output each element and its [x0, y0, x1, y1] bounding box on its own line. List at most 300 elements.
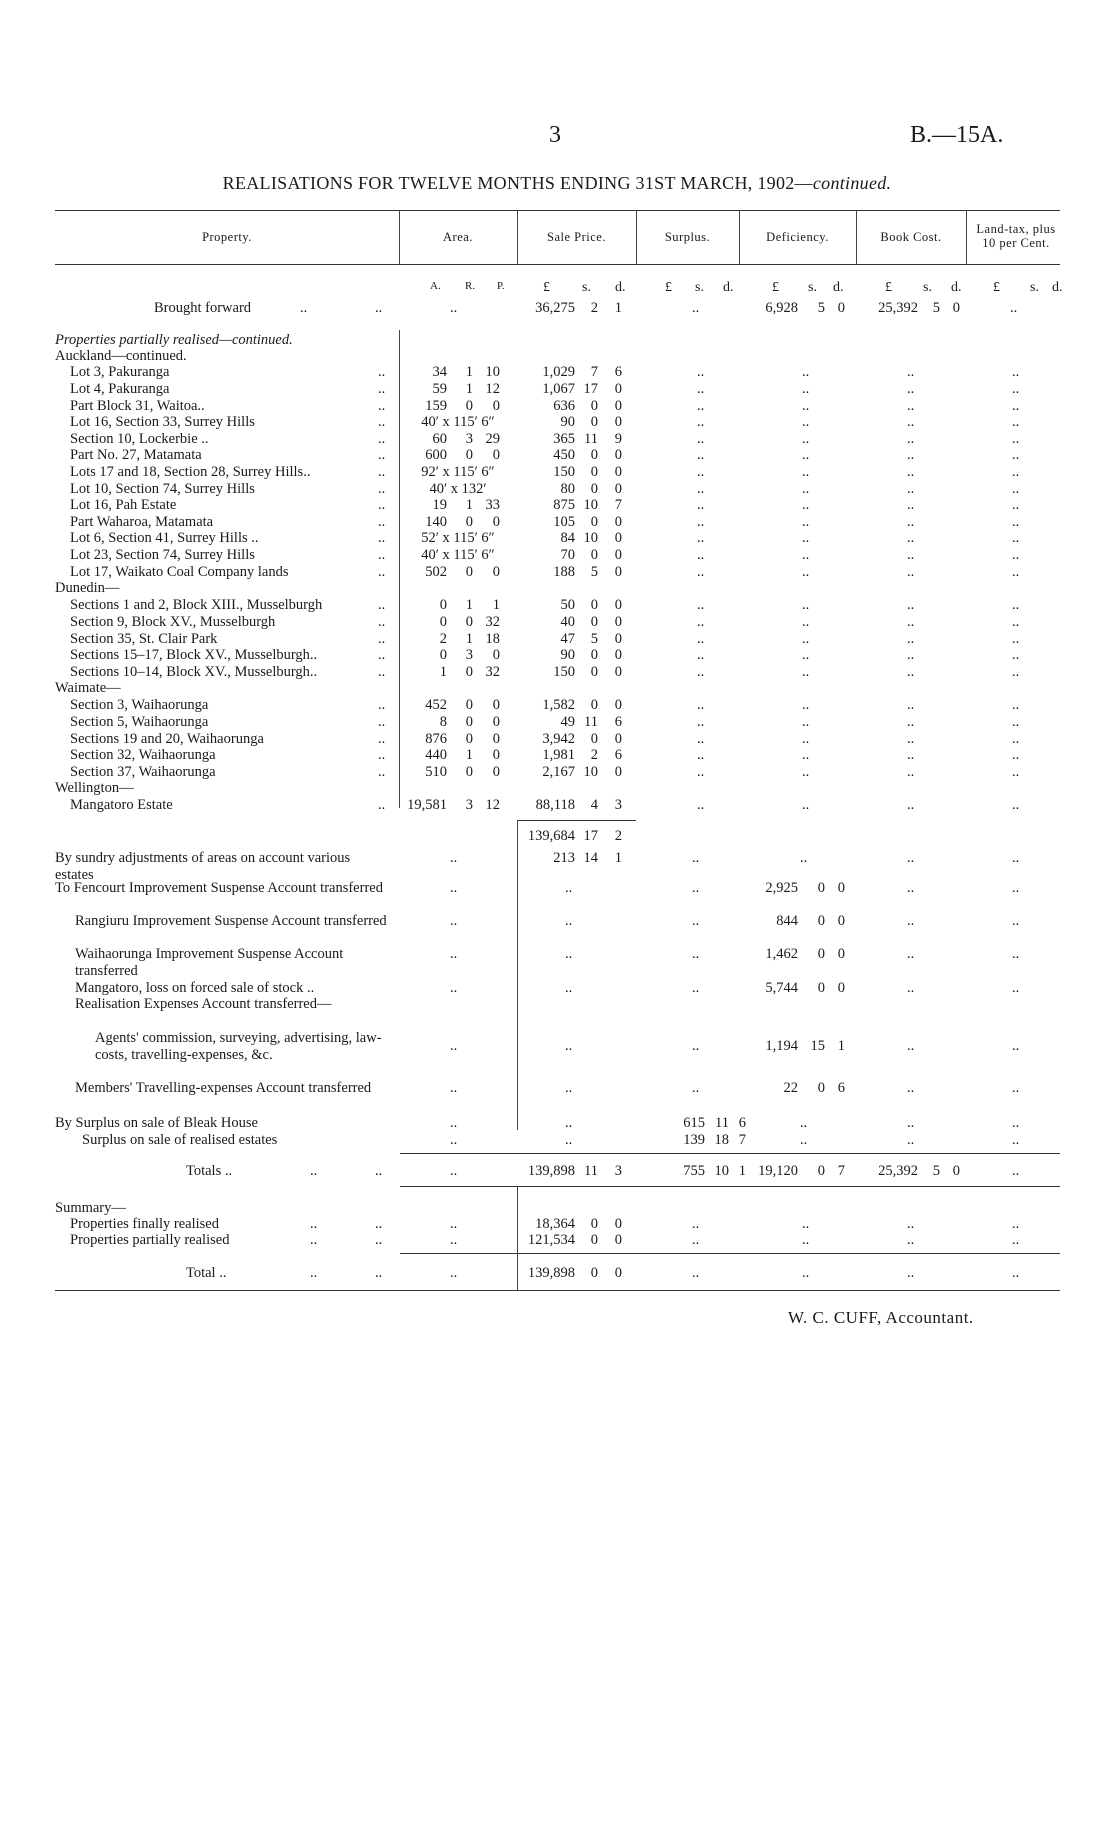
- adjustment-0-sale-pence: 1: [614, 850, 622, 866]
- property-row-8-area-roods: 1: [465, 497, 473, 513]
- adjustment-2-sale-empty: ..: [565, 913, 573, 929]
- property-row-12-surplus: ..: [697, 564, 705, 580]
- property-row-19-area-perches: 0: [492, 714, 500, 730]
- property-row-20-sale-shillings: 0: [590, 731, 598, 747]
- property-row-5-book-cost: ..: [907, 447, 915, 463]
- adjustment-3-sale-empty: ..: [565, 946, 573, 962]
- property-row-0-sale-pounds: 1,029: [542, 364, 575, 380]
- bf-sale-pounds: 36,275: [535, 300, 575, 316]
- property-row-21-sale-pounds: 1,981: [542, 747, 575, 763]
- adjustment-7-area: ..: [450, 1080, 458, 1096]
- summary-row-1-deficiency: ..: [802, 1232, 810, 1248]
- property-row-23-area-perches: 12: [485, 797, 500, 813]
- property-row-13-leader: ..: [378, 597, 386, 613]
- property-row-4-deficiency: ..: [802, 431, 810, 447]
- adjustment-3-deficiency-pounds: 1,462: [765, 946, 798, 962]
- property-row-3-deficiency: ..: [802, 414, 810, 430]
- sale-divider-lower: [517, 820, 518, 1130]
- adjustment-8-deficiency-empty: ..: [800, 1115, 808, 1131]
- property-row-23-sale-pounds: 88,118: [535, 797, 575, 813]
- property-row-19-area-acres: 8: [439, 714, 447, 730]
- adjustment-9-area: ..: [450, 1132, 458, 1148]
- property-row-8-sale-pence: 7: [614, 497, 622, 513]
- unit-money-0-0: £: [543, 280, 550, 295]
- property-row-11-area-dimensions: 40′ x 115′ 6″: [421, 547, 495, 563]
- adjustment-8-surplus-pounds: 615: [683, 1115, 705, 1131]
- summary-total-land-tax: ..: [1012, 1265, 1020, 1281]
- property-row-10-sale-pounds: 84: [560, 530, 575, 546]
- property-row-8-book-cost: ..: [907, 497, 915, 513]
- property-row-18-sale-pounds: 1,582: [542, 697, 575, 713]
- summary-finally-sale-pounds: 18,364: [535, 1216, 575, 1232]
- adjustment-6-land-tax: ..: [1012, 1038, 1020, 1054]
- property-row-16-surplus: ..: [697, 647, 705, 663]
- property-row-13-sale-pounds: 50: [560, 597, 575, 613]
- property-row-17-leader: ..: [378, 664, 386, 680]
- adjustment-9-land-tax: ..: [1012, 1132, 1020, 1148]
- property-row-3-book-cost: ..: [907, 414, 915, 430]
- property-row-16-leader: ..: [378, 647, 386, 663]
- property-row-6-sale-pounds: 150: [553, 464, 575, 480]
- property-row-15-sale-shillings: 5: [590, 631, 598, 647]
- property-row-21-area-roods: 1: [465, 747, 473, 763]
- property-row-3-land-tax: ..: [1012, 414, 1020, 430]
- adjustment-9-surplus-shillings: 18: [714, 1132, 729, 1148]
- adjustment-6-surplus-empty: ..: [692, 1038, 700, 1054]
- summary-row-0-land-tax: ..: [1012, 1216, 1020, 1232]
- summary-total-surplus: ..: [692, 1265, 700, 1281]
- adjustment-8-book-cost: ..: [907, 1115, 915, 1131]
- property-row-1-leader: ..: [378, 381, 386, 397]
- property-row-4-surplus: ..: [697, 431, 705, 447]
- property-row-23-leader: ..: [378, 797, 386, 813]
- unit-money-1-2: d.: [723, 280, 734, 295]
- property-row-7-name: Lot 10, Section 74, Surrey Hills: [70, 481, 255, 497]
- property-row-20-leader: ..: [378, 731, 386, 747]
- bf-area: ..: [450, 300, 458, 316]
- adjustment-1-label: To Fencourt Improvement Suspense Account transferred: [55, 880, 383, 896]
- summary-total-area: ..: [450, 1265, 458, 1281]
- property-row-6-book-cost: ..: [907, 464, 915, 480]
- property-row-2-area-roods: 0: [465, 398, 473, 414]
- table-header-rule: [55, 264, 1060, 265]
- property-row-6-sale-pence: 0: [614, 464, 622, 480]
- property-row-0-deficiency: ..: [802, 364, 810, 380]
- adjustment-9-sale-empty: ..: [565, 1132, 573, 1148]
- property-row-12-area-roods: 0: [465, 564, 473, 580]
- property-row-15-land-tax: ..: [1012, 631, 1020, 647]
- property-row-18-deficiency: ..: [802, 697, 810, 713]
- summary-row-1-land-tax: ..: [1012, 1232, 1020, 1248]
- property-row-3-area-dimensions: 40′ x 115′ 6″: [421, 414, 495, 430]
- adjustment-1-deficiency-pounds: 2,925: [765, 880, 798, 896]
- property-row-20-deficiency: ..: [802, 731, 810, 747]
- property-row-0-area-roods: 1: [465, 364, 473, 380]
- bf-surplus: ..: [692, 300, 700, 316]
- property-row-22-name: Section 37, Waihaorunga: [70, 764, 216, 780]
- adjustment-0-sale-pounds: 213: [553, 850, 575, 866]
- property-row-19-sale-pence: 6: [614, 714, 622, 730]
- property-row-12-leader: ..: [378, 564, 386, 580]
- adjustment-0-surplus-empty: ..: [692, 850, 700, 866]
- property-row-22-area-roods: 0: [465, 764, 473, 780]
- property-row-13-sale-shillings: 0: [590, 597, 598, 613]
- summary-row-1-surplus: ..: [692, 1232, 700, 1248]
- adjustment-6-book-cost: ..: [907, 1038, 915, 1054]
- property-row-19-sale-shillings: 11: [584, 714, 598, 730]
- property-row-1-area-roods: 1: [465, 381, 473, 397]
- adjustment-2-area: ..: [450, 913, 458, 929]
- summary-partially-label: Properties partially realised: [70, 1232, 230, 1248]
- unit-money-0-2: d.: [615, 280, 626, 295]
- section-auckland: Auckland—continued.: [55, 348, 187, 364]
- property-row-6-sale-shillings: 0: [590, 464, 598, 480]
- property-row-22-deficiency: ..: [802, 764, 810, 780]
- subtotal-sale-shillings: 17: [583, 828, 598, 844]
- property-row-5-sale-pounds: 450: [553, 447, 575, 463]
- adjustment-6-sale-empty: ..: [565, 1038, 573, 1054]
- totals-top-rule: [400, 1153, 1060, 1154]
- adjustment-4-book-cost: ..: [907, 980, 915, 996]
- adjustment-9-surplus-pence: 7: [738, 1132, 746, 1148]
- summary-row-0-deficiency: ..: [802, 1216, 810, 1232]
- adjustment-7-deficiency-pounds: 22: [783, 1080, 798, 1096]
- bf-deficiency-pounds: 6,928: [765, 300, 798, 316]
- property-row-2-leader: ..: [378, 398, 386, 414]
- table-top-rule: [55, 210, 1060, 211]
- totals-surplus-pence: 1: [738, 1163, 746, 1179]
- header-sale-price: Sale Price.: [547, 230, 606, 244]
- property-row-21-land-tax: ..: [1012, 747, 1020, 763]
- page-title: [0, 173, 1114, 194]
- property-row-6-surplus: ..: [697, 464, 705, 480]
- adjustment-1-deficiency-pence: 0: [837, 880, 845, 896]
- property-row-5-land-tax: ..: [1012, 447, 1020, 463]
- property-row-11-surplus: ..: [697, 547, 705, 563]
- property-row-13-name: Sections 1 and 2, Block XIII., Musselburgh: [70, 597, 323, 613]
- property-row-6-name: Lots 17 and 18, Section 28, Surrey Hills..: [70, 464, 311, 480]
- adjustment-4-land-tax: ..: [1012, 980, 1020, 996]
- adjustment-0-label: By sundry adjustments of areas on account various estates: [55, 850, 351, 883]
- property-row-14-sale-shillings: 0: [590, 614, 598, 630]
- sale-divider-summary: [517, 1186, 518, 1290]
- property-row-13-area-perches: 1: [492, 597, 500, 613]
- adjustment-8-land-tax: ..: [1012, 1115, 1020, 1131]
- property-row-0-surplus: ..: [697, 364, 705, 380]
- property-row-10-sale-pence: 0: [614, 530, 622, 546]
- summary-row-1-book-cost: ..: [907, 1232, 915, 1248]
- property-row-0-area-perches: 10: [485, 364, 500, 380]
- property-row-16-name: Sections 15–17, Block XV., Musselburgh..: [70, 647, 318, 663]
- property-row-3-sale-pounds: 90: [560, 414, 575, 430]
- adjustment-9-label: Surplus on sale of realised estates: [82, 1132, 278, 1148]
- property-row-0-sale-pence: 6: [614, 364, 622, 380]
- property-row-15-name: Section 35, St. Clair Park: [70, 631, 218, 647]
- property-row-14-surplus: ..: [697, 614, 705, 630]
- adjustment-0-sale-shillings: 14: [583, 850, 598, 866]
- adjustment-0-land-tax: ..: [1012, 850, 1020, 866]
- adjustment-2-book-cost: ..: [907, 913, 915, 929]
- bf-sale-shillings: 2: [590, 300, 598, 316]
- property-row-18-book-cost: ..: [907, 697, 915, 713]
- property-row-22-sale-pence: 0: [614, 764, 622, 780]
- property-row-4-leader: ..: [378, 431, 386, 447]
- adjustment-3-deficiency-pence: 0: [837, 946, 845, 962]
- totals-label: Totals ..: [186, 1163, 233, 1179]
- property-row-0-book-cost: ..: [907, 364, 915, 380]
- property-row-20-land-tax: ..: [1012, 731, 1020, 747]
- property-row-3-sale-pence: 0: [614, 414, 622, 430]
- summary-row-0-book-cost: ..: [907, 1216, 915, 1232]
- property-row-22-sale-pounds: 2,167: [542, 764, 575, 780]
- adjustment-3-area: ..: [450, 946, 458, 962]
- summary-partially-leader: ..: [310, 1232, 318, 1248]
- signature: [788, 1308, 974, 1328]
- unit-money-4-1: s.: [1030, 280, 1039, 295]
- property-row-18-area-acres: 452: [425, 697, 447, 713]
- adjustment-2-deficiency-pence: 0: [837, 913, 845, 929]
- bf-deficiency-pence: 0: [837, 300, 845, 316]
- totals-surplus-shillings: 10: [714, 1163, 729, 1179]
- summary-row-0-area: ..: [450, 1216, 458, 1232]
- unit-area-0: A.: [430, 280, 441, 292]
- adjustment-8-label: By Surplus on sale of Bleak House: [55, 1115, 258, 1131]
- property-row-14-area-roods: 0: [465, 614, 473, 630]
- property-row-15-leader: ..: [378, 631, 386, 647]
- property-row-5-sale-shillings: 0: [590, 447, 598, 463]
- unit-money-2-1: s.: [808, 280, 817, 295]
- adjustment-5-label: Realisation Expenses Account transferred—: [75, 996, 332, 1012]
- adjustment-4-surplus-empty: ..: [692, 980, 700, 996]
- adjustment-6-deficiency-pounds: 1,194: [765, 1038, 798, 1054]
- property-row-10-name: Lot 6, Section 41, Surrey Hills ..: [70, 530, 259, 546]
- property-row-16-land-tax: ..: [1012, 647, 1020, 663]
- property-row-7-leader: ..: [378, 481, 386, 497]
- property-row-7-book-cost: ..: [907, 481, 915, 497]
- property-row-23-deficiency: ..: [802, 797, 810, 813]
- property-row-4-book-cost: ..: [907, 431, 915, 447]
- property-row-16-sale-pounds: 90: [560, 647, 575, 663]
- totals-leader-1: ..: [310, 1163, 318, 1179]
- property-row-6-land-tax: ..: [1012, 464, 1020, 480]
- property-row-17-surplus: ..: [697, 664, 705, 680]
- property-row-2-name: Part Block 31, Waitoa..: [70, 398, 205, 414]
- adjustment-4-sale-empty: ..: [565, 980, 573, 996]
- adjustment-8-sale-empty: ..: [565, 1115, 573, 1131]
- bf-leader-2: ..: [375, 300, 383, 316]
- property-row-19-book-cost: ..: [907, 714, 915, 730]
- property-row-17-area-perches: 32: [485, 664, 500, 680]
- summary-total-sale-pounds: 139,898: [527, 1265, 575, 1281]
- property-row-5-sale-pence: 0: [614, 447, 622, 463]
- property-row-18-sale-pence: 0: [614, 697, 622, 713]
- property-row-5-leader: ..: [378, 447, 386, 463]
- adjustment-1-sale-empty: ..: [565, 880, 573, 896]
- header-deficiency: Deficiency.: [766, 230, 829, 244]
- totals-land-tax: ..: [1012, 1163, 1020, 1179]
- property-row-14-book-cost: ..: [907, 614, 915, 630]
- property-row-20-area-roods: 0: [465, 731, 473, 747]
- property-row-12-sale-shillings: 5: [590, 564, 598, 580]
- property-row-7-sale-pence: 0: [614, 481, 622, 497]
- property-row-13-book-cost: ..: [907, 597, 915, 613]
- property-row-10-surplus: ..: [697, 530, 705, 546]
- property-row-6-deficiency: ..: [802, 464, 810, 480]
- bf-book-cost-pounds: 25,392: [878, 300, 918, 316]
- property-row-18-area-roods: 0: [465, 697, 473, 713]
- adjustment-3-land-tax: ..: [1012, 946, 1020, 962]
- adjustment-3-deficiency-shillings: 0: [817, 946, 825, 962]
- adjustment-7-label: Members' Travelling-expenses Account transferred: [75, 1080, 372, 1096]
- property-row-22-area-perches: 0: [492, 764, 500, 780]
- property-row-21-deficiency: ..: [802, 747, 810, 763]
- unit-money-1-1: s.: [695, 280, 704, 295]
- adjustment-0-book-cost: ..: [907, 850, 915, 866]
- property-row-5-area-roods: 0: [465, 447, 473, 463]
- property-row-23-book-cost: ..: [907, 797, 915, 813]
- adjustment-3-surplus-empty: ..: [692, 946, 700, 962]
- unit-area-2: P.: [497, 280, 505, 292]
- totals-surplus-pounds: 755: [683, 1163, 705, 1179]
- unit-money-3-1: s.: [923, 280, 932, 295]
- totals-book-cost-shillings: 5: [932, 1163, 940, 1179]
- unit-money-4-0: £: [993, 280, 1000, 295]
- summary-finally-leader-2: ..: [375, 1216, 383, 1232]
- property-row-8-leader: ..: [378, 497, 386, 513]
- property-row-17-sale-pence: 0: [614, 664, 622, 680]
- property-row-23-sale-shillings: 4: [590, 797, 598, 813]
- property-row-15-area-acres: 2: [439, 631, 447, 647]
- property-row-8-sale-pounds: 875: [553, 497, 575, 513]
- property-row-1-land-tax: ..: [1012, 381, 1020, 397]
- adjustment-1-book-cost: ..: [907, 880, 915, 896]
- summary-finally-sale-pence: 0: [614, 1216, 622, 1232]
- adjustment-4-deficiency-shillings: 0: [817, 980, 825, 996]
- property-row-10-leader: ..: [378, 530, 386, 546]
- property-row-16-deficiency: ..: [802, 647, 810, 663]
- adjustment-6-deficiency-pence: 1: [837, 1038, 845, 1054]
- totals-deficiency-pounds: 19,120: [758, 1163, 798, 1179]
- header-land-tax-1: Land-tax, plus: [976, 222, 1056, 236]
- property-row-19-deficiency: ..: [802, 714, 810, 730]
- unit-money-2-0: £: [772, 280, 779, 295]
- totals-book-cost-pounds: 25,392: [878, 1163, 918, 1179]
- property-row-13-area-roods: 1: [465, 597, 473, 613]
- section-wellington: Wellington—: [55, 780, 134, 796]
- property-row-12-sale-pence: 0: [614, 564, 622, 580]
- property-row-4-area-acres: 60: [432, 431, 447, 447]
- property-row-2-sale-pence: 0: [614, 398, 622, 414]
- summary-total-leader: ..: [310, 1265, 318, 1281]
- property-row-8-name: Lot 16, Pah Estate: [70, 497, 177, 513]
- property-row-20-area-perches: 0: [492, 731, 500, 747]
- summary-total-sale-pence: 0: [614, 1265, 622, 1281]
- property-row-23-land-tax: ..: [1012, 797, 1020, 813]
- property-row-2-deficiency: ..: [802, 398, 810, 414]
- bf-book-cost-pence: 0: [952, 300, 960, 316]
- property-row-12-area-acres: 502: [425, 564, 447, 580]
- property-row-22-area-acres: 510: [425, 764, 447, 780]
- property-row-0-sale-shillings: 7: [590, 364, 598, 380]
- property-row-10-book-cost: ..: [907, 530, 915, 546]
- adjustment-8-surplus-shillings: 11: [715, 1115, 729, 1131]
- property-row-23-area-roods: 3: [465, 797, 473, 813]
- property-row-11-leader: ..: [378, 547, 386, 563]
- property-row-20-sale-pounds: 3,942: [542, 731, 575, 747]
- totals-sale-pence: 3: [614, 1163, 622, 1179]
- adjustment-2-deficiency-shillings: 0: [817, 913, 825, 929]
- property-row-0-area-acres: 34: [432, 364, 447, 380]
- header-area: Area.: [443, 230, 473, 244]
- property-row-18-sale-shillings: 0: [590, 697, 598, 713]
- property-row-15-sale-pence: 0: [614, 631, 622, 647]
- property-row-1-sale-shillings: 17: [583, 381, 598, 397]
- property-row-11-land-tax: ..: [1012, 547, 1020, 563]
- subtotal-sale-pounds: 139,684: [527, 828, 575, 844]
- adjustment-7-deficiency-shillings: 0: [817, 1080, 825, 1096]
- property-row-23-name: Mangatoro Estate: [70, 797, 173, 813]
- unit-area-1: R.: [465, 280, 476, 292]
- property-row-7-surplus: ..: [697, 481, 705, 497]
- adjustment-1-area: ..: [450, 880, 458, 896]
- bf-book-cost-shillings: 5: [932, 300, 940, 316]
- adjustment-2-surplus-empty: ..: [692, 913, 700, 929]
- totals-deficiency-pence: 7: [837, 1163, 845, 1179]
- property-row-8-land-tax: ..: [1012, 497, 1020, 513]
- adjustment-0-area: ..: [450, 850, 458, 866]
- property-row-9-name: Part Waharoa, Matamata: [70, 514, 214, 530]
- property-row-13-deficiency: ..: [802, 597, 810, 613]
- property-row-5-surplus: ..: [697, 447, 705, 463]
- property-row-21-surplus: ..: [697, 747, 705, 763]
- summary-total-deficiency: ..: [802, 1265, 810, 1281]
- property-row-16-book-cost: ..: [907, 647, 915, 663]
- property-row-12-name: Lot 17, Waikato Coal Company lands: [70, 564, 289, 580]
- adjustment-7-book-cost: ..: [907, 1080, 915, 1096]
- header-book-cost: Book Cost.: [880, 230, 942, 244]
- summary-rule: [400, 1253, 1060, 1254]
- property-row-20-surplus: ..: [697, 731, 705, 747]
- totals-deficiency-shillings: 0: [817, 1163, 825, 1179]
- property-row-9-area-roods: 0: [465, 514, 473, 530]
- property-row-14-sale-pence: 0: [614, 614, 622, 630]
- property-row-12-book-cost: ..: [907, 564, 915, 580]
- subtotal-rule: [517, 820, 636, 821]
- summary-total-leader-2: ..: [375, 1265, 383, 1281]
- property-row-8-area-acres: 19: [432, 497, 447, 513]
- adjustment-7-surplus-empty: ..: [692, 1080, 700, 1096]
- property-row-15-surplus: ..: [697, 631, 705, 647]
- property-row-18-area-perches: 0: [492, 697, 500, 713]
- summary-row-0-surplus: ..: [692, 1216, 700, 1232]
- property-row-7-sale-shillings: 0: [590, 481, 598, 497]
- property-row-7-deficiency: ..: [802, 481, 810, 497]
- totals-area: ..: [450, 1163, 458, 1179]
- property-row-19-land-tax: ..: [1012, 714, 1020, 730]
- unit-money-4-2: d.: [1052, 280, 1063, 295]
- property-row-14-land-tax: ..: [1012, 614, 1020, 630]
- property-row-8-deficiency: ..: [802, 497, 810, 513]
- summary-partially-sale-pounds: 121,534: [527, 1232, 575, 1248]
- adjustment-7-land-tax: ..: [1012, 1080, 1020, 1096]
- document-code: B.—15A.: [910, 122, 1004, 148]
- header-land-tax-2: 10 per Cent.: [982, 236, 1050, 250]
- unit-money-0-1: s.: [582, 280, 591, 295]
- property-row-7-area-dimensions: 40′ x 132′: [429, 481, 487, 497]
- property-row-21-name: Section 32, Waihaorunga: [70, 747, 216, 763]
- property-row-4-sale-pounds: 365: [553, 431, 575, 447]
- property-row-17-sale-pounds: 150: [553, 664, 575, 680]
